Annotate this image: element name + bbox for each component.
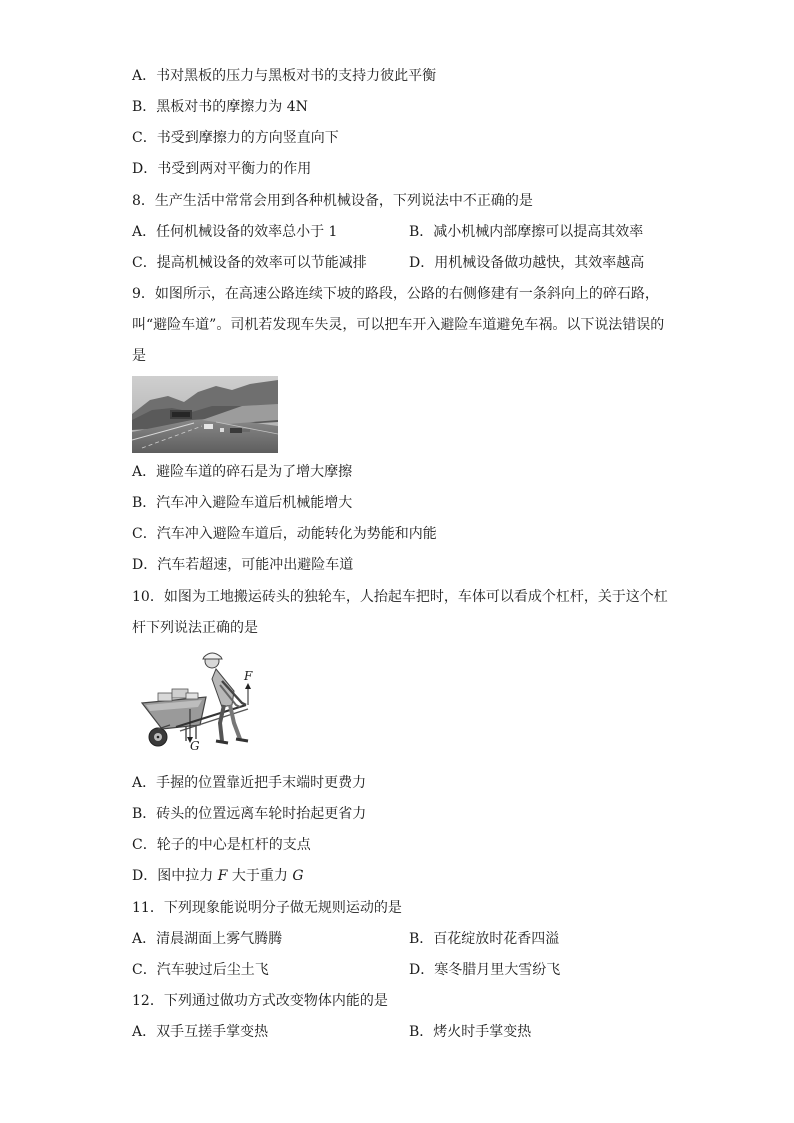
q10-option-d-mid: 大于重力 xyxy=(227,868,293,884)
q12-row-1 xyxy=(132,1022,652,1042)
q8-option-d: D．用机械设备做功越快，其效率越高 xyxy=(409,255,645,271)
q10-option-a: A．手握的位置靠近把手末端时更费力 xyxy=(132,775,367,791)
q9-stem-line1: 9．如图所示，在高速公路连续下坡的路段，公路的右侧修建有一条斜向上的碎石路， xyxy=(132,286,659,302)
q11-option-c: C．汽车驶过后尘土飞 xyxy=(132,962,269,978)
q12-option-b: B．烤火时手掌变热 xyxy=(409,1024,532,1040)
q10-option-d-force-f: F xyxy=(217,868,228,884)
q10-option-b: B．砖头的位置远离车轮时抬起更省力 xyxy=(132,806,367,822)
q11-option-d: D．寒冬腊月里大雪纷飞 xyxy=(409,962,561,978)
q11-option-a: A．清晨湖面上雾气腾腾 xyxy=(132,931,283,947)
q9-stem-line2: 叫“避险车道”。司机若发现车失灵，可以把车开入避险车道避免车祸。以下说法错误的 xyxy=(132,317,665,333)
force-label-f: F xyxy=(244,669,253,683)
q10-option-c: C．轮子的中心是杠杆的支点 xyxy=(132,837,311,853)
force-label-g: G xyxy=(190,739,200,753)
q8-row-2 xyxy=(132,253,652,273)
q8-option-a: A．任何机械设备的效率总小于 1 xyxy=(132,224,338,240)
q10-stem-line1: 10．如图为工地搬运砖头的独轮车，人抬起车把时，车体可以看成个杠杆，关于这个杠 xyxy=(132,589,668,605)
q9-option-c: C．汽车冲入避险车道后，动能转化为势能和内能 xyxy=(132,526,437,542)
q7-option-d: D．书受到两对平衡力的作用 xyxy=(132,161,312,177)
q8-option-c: C．提高机械设备的效率可以节能减排 xyxy=(132,255,367,271)
q11-stem: 11．下列现象能说明分子做无规则运动的是 xyxy=(132,900,402,916)
q10-option-d xyxy=(132,866,304,886)
q12-option-a: A．双手互搓手掌变热 xyxy=(132,1024,269,1040)
q8-option-b: B．减小机械内部摩擦可以提高其效率 xyxy=(409,224,644,240)
q10-option-d-gravity-g: G xyxy=(292,868,304,884)
q11-row-2 xyxy=(132,960,652,980)
runaway-ramp-photo xyxy=(132,376,278,453)
q7-option-c: C．书受到摩擦力的方向竖直向下 xyxy=(132,130,339,146)
q12-stem: 12．下列通过做功方式改变物体内能的是 xyxy=(132,993,388,1009)
q11-option-b: B．百花绽放时花香四溢 xyxy=(409,931,560,947)
wheelbarrow-illustration xyxy=(136,645,266,755)
q11-row-1 xyxy=(132,929,652,949)
q7-option-a: A．书对黑板的压力与黑板对书的支持力彼此平衡 xyxy=(132,68,437,84)
q7-option-b: B．黑板对书的摩擦力为 4N xyxy=(132,99,308,115)
q9-option-a: A．避险车道的碎石是为了增大摩擦 xyxy=(132,464,353,480)
q9-option-b: B．汽车冲入避险车道后机械能增大 xyxy=(132,495,353,511)
wheelbarrow-figure xyxy=(136,645,266,755)
q9-option-d: D．汽车若超速，可能冲出避险车道 xyxy=(132,557,354,573)
q10-stem-line2: 杆下列说法正确的是 xyxy=(132,620,258,636)
q8-row-1 xyxy=(132,222,652,242)
q8-stem: 8．生产生活中常常会用到各种机械设备，下列说法中不正确的是 xyxy=(132,193,533,209)
q10-option-d-prefix: D．图中拉力 xyxy=(132,868,218,884)
q9-stem-line3: 是 xyxy=(132,348,146,364)
